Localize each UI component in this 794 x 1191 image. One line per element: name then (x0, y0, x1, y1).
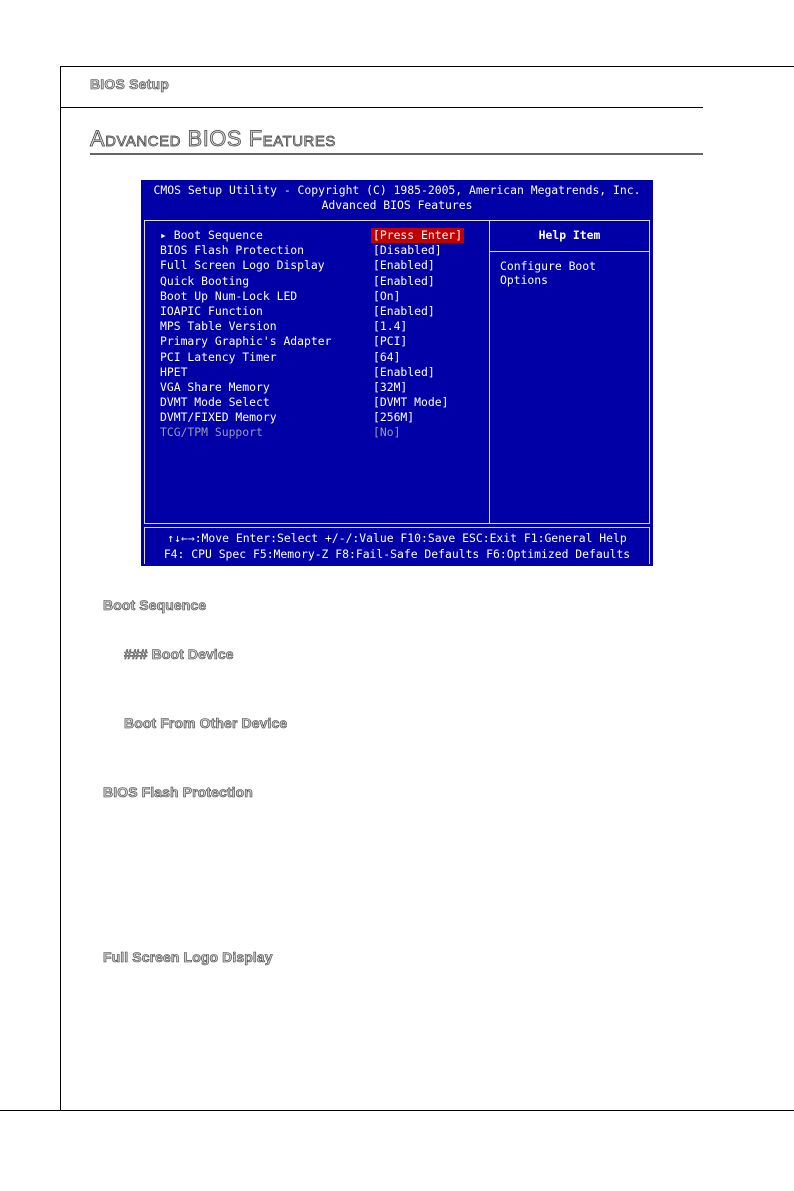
section-header-label: BIOS Setup (90, 76, 170, 92)
bios-screen (141, 180, 653, 566)
section-heading-full-screen-logo: Full Screen Logo Display (103, 949, 273, 965)
setting-value[interactable]: [PCI] (373, 334, 408, 349)
bios-main-panel (144, 220, 650, 524)
setting-label: Boot Up Num-Lock LED (160, 288, 298, 303)
setting-label: HPET (160, 364, 188, 379)
setting-value[interactable]: [32M] (373, 379, 408, 394)
setting-label: PCI Latency Timer (160, 349, 277, 364)
setting-label: MPS Table Version (160, 319, 277, 334)
setting-value: [No] (373, 425, 401, 440)
setting-label: IOAPIC Function (160, 303, 263, 318)
bios-key-legend (144, 527, 650, 564)
panel-divider (489, 221, 490, 523)
section-heading-boot-sequence: Boot Sequence (103, 597, 207, 613)
left-border-rule (60, 66, 61, 1110)
header-underline (60, 107, 703, 108)
bottom-border-rule (0, 1110, 794, 1111)
setting-label: Full Screen Logo Display (160, 258, 325, 273)
setting-value[interactable]: [DVMT Mode] (373, 395, 449, 410)
setting-value[interactable]: [Disabled] (373, 243, 442, 258)
help-item-title: Help Item (538, 228, 601, 242)
setting-label: Quick Booting (160, 273, 250, 288)
setting-value[interactable]: [Press Enter] (373, 228, 463, 242)
bios-screen-title: Advanced BIOS Features (321, 198, 473, 212)
key-legend-line-2: F4: CPU Spec F5:Memory-Z F8:Fail-Safe Defaults F6:Optimized Defaults (163, 547, 631, 561)
setting-label: VGA Share Memory (160, 379, 270, 394)
key-legend-line-1: ↑↓←→:Move Enter:Select +/-/:Value F10:Save ESC:Exit F1:General Help (167, 531, 627, 545)
setting-value[interactable]: [On] (373, 288, 401, 303)
setting-value[interactable]: [Enabled] (373, 273, 435, 288)
setting-label: Primary Graphic's Adapter (160, 334, 332, 349)
subsection-heading-boot-device: ### Boot Device (124, 646, 234, 662)
setting-value[interactable]: [Enabled] (373, 258, 435, 273)
bios-copyright-line: CMOS Setup Utility - Copyright (C) 1985-2005, American Megatrends, Inc. (153, 183, 641, 197)
setting-label: ▸ Boot Sequence (160, 228, 263, 242)
help-item-text: Configure Boot Options (500, 259, 597, 287)
subsection-heading-boot-other-device: Boot From Other Device (124, 715, 288, 731)
setting-label: DVMT Mode Select (160, 395, 270, 410)
setting-value[interactable]: [64] (373, 349, 401, 364)
setting-value[interactable]: [256M] (373, 410, 415, 425)
setting-label: TCG/TPM Support (160, 425, 263, 440)
page-title: Advanced BIOS Features (90, 126, 336, 151)
top-border-rule (60, 66, 794, 67)
setting-value[interactable]: [Enabled] (373, 364, 435, 379)
setting-value[interactable]: [Enabled] (373, 303, 435, 318)
setting-value[interactable]: [1.4] (373, 319, 408, 334)
setting-label: BIOS Flash Protection (160, 243, 305, 258)
help-separator (490, 251, 649, 252)
title-underline (90, 153, 703, 155)
section-heading-bios-flash-protection: BIOS Flash Protection (103, 784, 253, 800)
setting-label: DVMT/FIXED Memory (160, 410, 277, 425)
